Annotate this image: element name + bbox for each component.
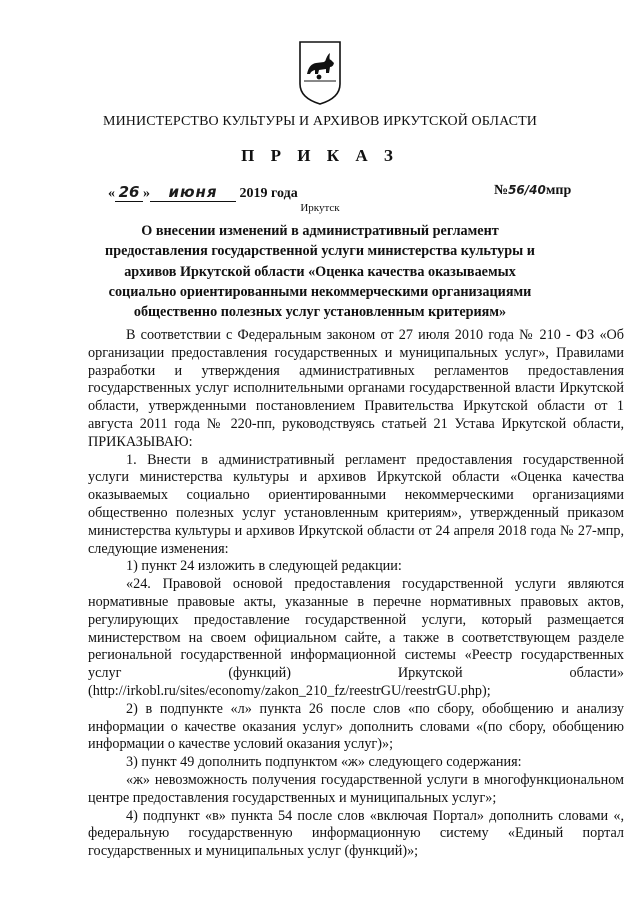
number-suffix: мпр [545, 183, 572, 198]
paragraph-subitem-4: 4) подпункт «в» пункта 54 после слов «включая Портал» дополнить словами «, федеральную государственную информационную систему «Единый портал государственных и муниципальных услуг (функций)»; [88, 807, 624, 860]
paragraph-clause-zh: «ж» невозможность получения государственной услуги в многофункциональном центре предоставления государственных и муниципальных услуг»; [88, 771, 624, 806]
date-close-quote: » [143, 186, 150, 201]
date-year: 2019 года [239, 186, 298, 201]
paragraph-item-1: 1. Внести в административный регламент предоставления государственной услуги министерства культуры и архивов Иркутской области «Оценка качества оказываемых социально ориентированными некоммерческими организациями общественно полезных услуг установленным критериям», утвержденный приказом министерства культуры и архивов Иркутской области от 24 апреля 2018 года № 27-мпр, следующие изменения: [88, 451, 624, 557]
paragraph-clause-24: «24. Правовой основой предоставления государственной услуги являются нормативные правовые акты, указанные в перечне нормативных правовых актов, регулирующих предоставление государственной услуги, который размещается министерством на своем официальном сайте, а также в соответствующем разделе региональной государственной информационной системы «Реестр государственных услуг (функций) Иркутской области» (http://irkobl.ru/sites/economy/zakon_210_fz/reestrGU/reestrGU.php); [88, 576, 624, 699]
number-value: 56/40 [508, 183, 546, 197]
ministry-name: МИНИСТЕРСТВО КУЛЬТУРЫ И АРХИВОВ ИРКУТСКОЙ ОБЛАСТИ [103, 114, 537, 129]
paragraph-subitem-2: 2) в подпункте «л» пункта 26 после слов «по сбору, обобщению и анализу информации о качестве оказания услуг» дополнить словами «(по сбору, обобщению информации о качестве условий оказания услуг)»; [88, 700, 624, 753]
coat-of-arms-icon [298, 40, 342, 106]
city: Иркутск [300, 202, 340, 214]
order-date [108, 183, 298, 202]
document-title: О внесении изменений в административный регламент предоставления государственной услуги министерства культуры и архивов Иркутской области «Оценка качества оказываемых социально ориентированными некоммерческими организациями общественно полезных услуг установленным критериям» [105, 223, 535, 321]
date-open-quote: « [108, 186, 115, 201]
number-prefix: № [494, 183, 509, 198]
document-type: П Р И К А З [241, 146, 399, 165]
date-month: июня [150, 183, 236, 202]
paragraph-subitem-1: 1) пункт 24 изложить в следующей редакции: [126, 558, 402, 575]
order-number [494, 183, 571, 199]
paragraph-subitem-3: 3) пункт 49 дополнить подпунктом «ж» следующего содержания: [126, 754, 522, 771]
document-body [88, 327, 624, 861]
paragraph-preamble: В соответствии с Федеральным законом от 27 июля 2010 года № 210 - ФЗ «Об организации предоставления государственных и муниципальных услуг», Правилами разработки и утверждения административных регламентов предоставления государственных услуг исполнительными органами государственной власти Иркутской области, утвержденными постановлением Правительства Иркутской области от 1 августа 2011 года № 220-пп, руководствуясь статьей 21 Устава Иркутской области, ПРИКАЗЫВАЮ: [88, 327, 624, 450]
date-day: 26 [115, 183, 143, 202]
